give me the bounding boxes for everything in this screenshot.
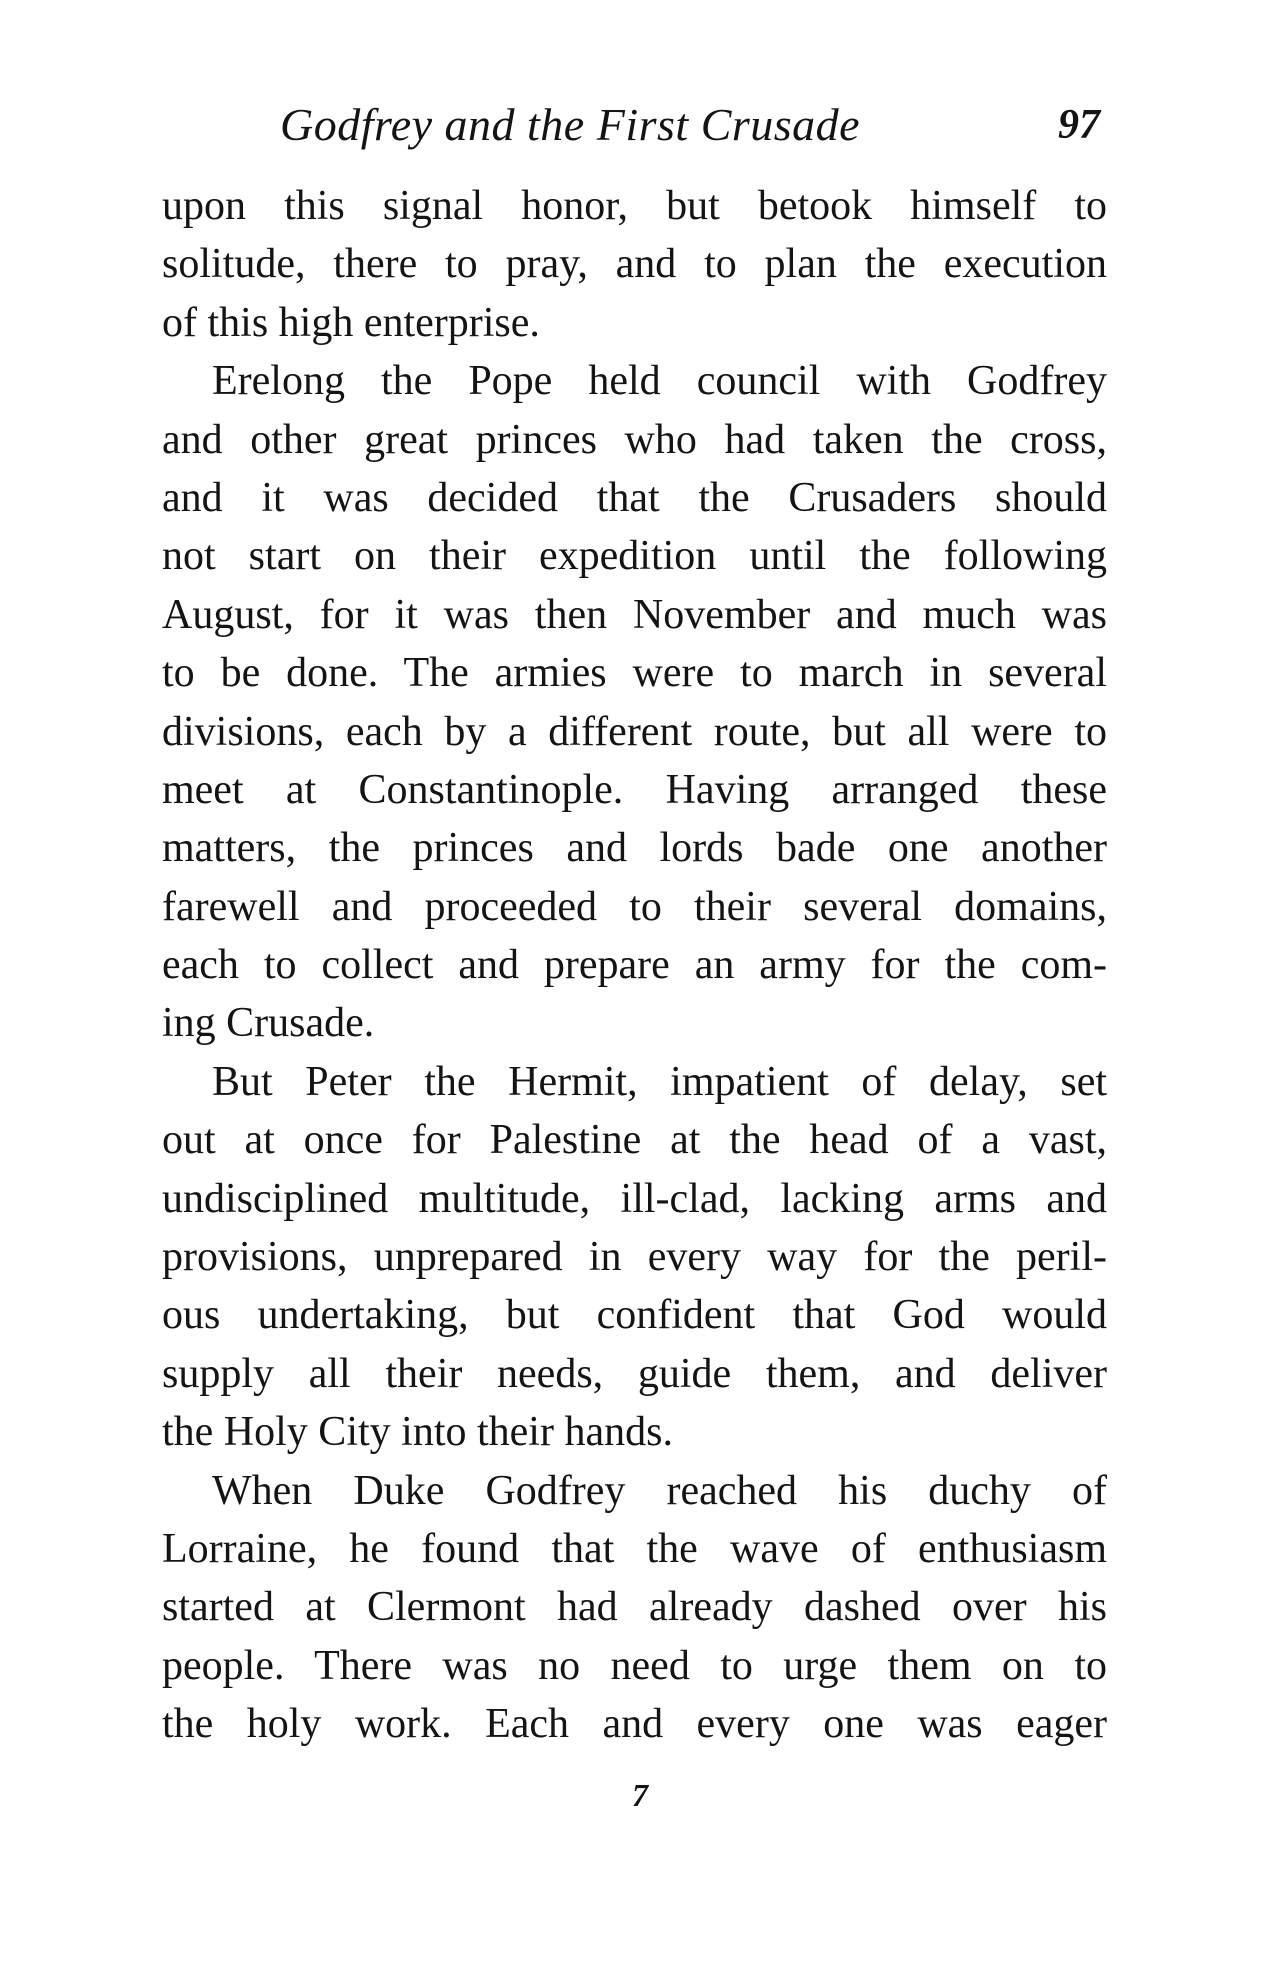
- text-line: each to collect and prepare an army for the com-: [162, 942, 1107, 989]
- text-line: ous undertaking, but confident that God would: [162, 1292, 1107, 1339]
- text-line: supply all their needs, guide them, and deliver: [162, 1350, 1107, 1397]
- text-line: out at once for Palestine at the head of a vast,: [162, 1117, 1107, 1164]
- text-line: But Peter the Hermit, impatient of delay, set: [212, 1058, 1107, 1105]
- text-line: meet at Constantinople. Having arranged these: [162, 766, 1107, 813]
- text-line: of this high enterprise.: [162, 299, 540, 346]
- text-line: Lorraine, he found that the wave of enthusiasm: [162, 1525, 1107, 1572]
- text-line: upon this signal honor, but betook himself to: [162, 183, 1107, 229]
- text-line: people. There was no need to urge them on to: [162, 1642, 1107, 1689]
- text-line: the Holy City into their hands.: [162, 1409, 673, 1456]
- text-line: divisions, each by a different route, but all were to: [162, 708, 1107, 755]
- running-title: Godfrey and the First Crusade: [280, 99, 861, 150]
- text-line: When Duke Godfrey reached his duchy of: [212, 1467, 1107, 1514]
- text-line: undisciplined multitude, ill-clad, lacking arms and: [162, 1175, 1107, 1222]
- text-line: and it was decided that the Crusaders should: [162, 474, 1107, 521]
- text-line: not start on their expedition until the following: [162, 533, 1107, 580]
- text-line: and other great princes who had taken the cross,: [162, 416, 1107, 463]
- text-line: ing Crusade.: [162, 1000, 375, 1047]
- text-line: solitude, there to pray, and to plan the execution: [162, 241, 1107, 288]
- page-number: 97: [1058, 102, 1100, 148]
- text-line: farewell and proceeded to their several domains,: [162, 883, 1107, 930]
- text-line: started at Clermont had already dashed over his: [162, 1584, 1107, 1631]
- text-line: August, for it was then November and much was: [162, 591, 1107, 638]
- text-line: provisions, unprepared in every way for the peril-: [162, 1234, 1107, 1281]
- text-line: the holy work. Each and every one was eager: [162, 1701, 1107, 1748]
- signature-mark: 7: [632, 1777, 648, 1813]
- text-line: matters, the princes and lords bade one another: [162, 825, 1107, 872]
- body-text: [162, 177, 1107, 1754]
- text-line: Erelong the Pope held council with Godfrey: [212, 358, 1107, 405]
- text-line: to be done. The armies were to march in several: [162, 650, 1107, 697]
- running-head: [280, 95, 1100, 155]
